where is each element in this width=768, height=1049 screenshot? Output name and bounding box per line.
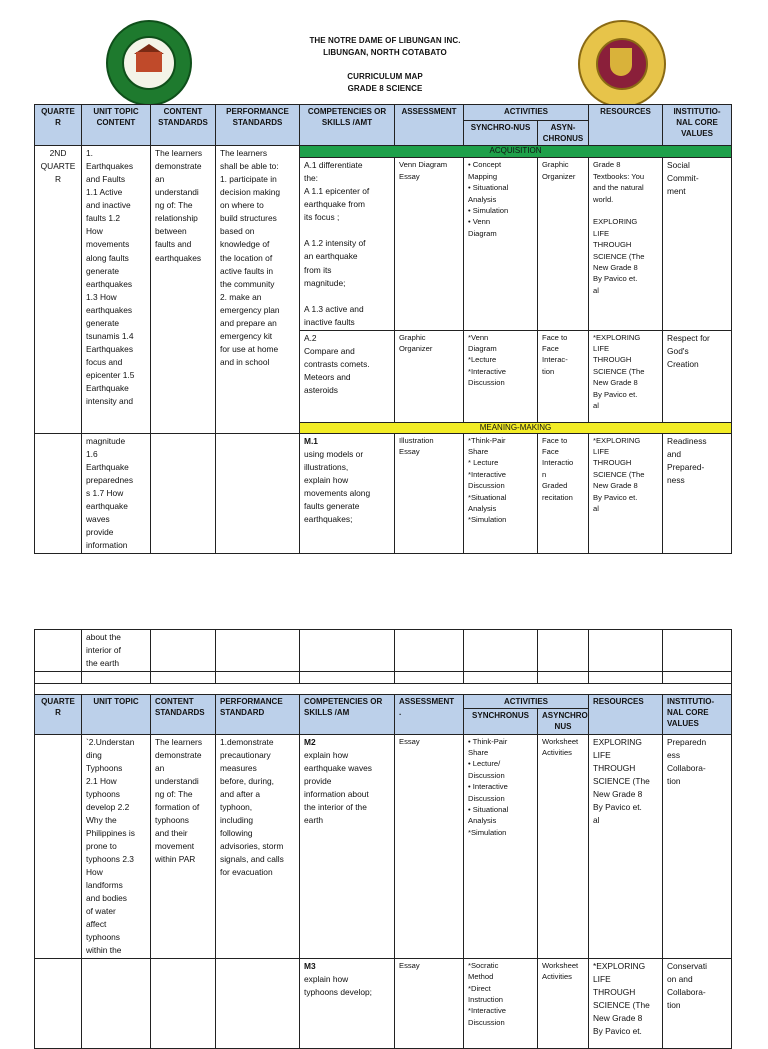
header-quarter: QUARTE R <box>35 105 82 146</box>
empty-cell <box>589 672 663 684</box>
empty-cell <box>464 630 538 672</box>
asynchronous-cell: Graphic Organizer <box>538 158 589 330</box>
content-standards-cell: The learners demonstrate an understandi ng of: The relationship between faults and earthquakes <box>151 146 216 433</box>
competency-text: using models or illustrations, explain how movements along faults generate earthquakes; <box>304 448 371 524</box>
asynchronous-cell: Worksheet Activities <box>538 734 589 958</box>
header-core-values: INSTITUTIO- NAL CORE VALUES <box>663 695 732 735</box>
header-competencies: COMPETENCIES OR SKILLS /AMT <box>300 105 395 146</box>
empty-cell <box>538 672 589 684</box>
assessment-cell: Illustration Essay <box>395 433 464 553</box>
resources-cell: EXPLORING LIFE THROUGH SCIENCE (The New Grade 8 By Pavico et. al <box>589 734 663 958</box>
meaning-making-bar: MEANING-MAKING <box>300 422 732 433</box>
table-row <box>35 734 732 958</box>
performance-standards-cell: The learners shall be able to: 1. participate in decision making on where to build structures based on knowledge of the location of active faults in the community 2. make an emergency plan and prepare an emergency kit for use at home and in school <box>216 146 300 433</box>
core-values-cell: Readiness and Prepared- ness <box>663 433 732 553</box>
header-assessment: ASSESSMENT . <box>395 695 464 735</box>
header-unit-topic: UNIT TOPIC <box>82 695 151 735</box>
competency-code: M3 <box>304 960 316 971</box>
header-performance-standard: PERFORMANCE STANDARD <box>216 695 300 735</box>
assessment-cell: Essay <box>395 958 464 1048</box>
empty-cell <box>82 958 151 1048</box>
empty-cell <box>300 630 395 672</box>
synchronous-cell: *Venn Diagram *Lecture *Interactive Discussion <box>464 330 538 422</box>
asynchronous-cell: Worksheet Activities <box>538 958 589 1048</box>
empty-cell <box>464 672 538 684</box>
empty-cell <box>216 958 300 1048</box>
header-activities: ACTIVITIES <box>464 695 589 709</box>
header-core-values: INSTITUTIO- NAL CORE VALUES <box>663 105 732 146</box>
empty-cell <box>300 672 395 684</box>
header-resources: RESOURCES <box>589 695 663 735</box>
core-values-cell: Preparedn ess Collabora- tion <box>663 734 732 958</box>
assessment-cell: Graphic Organizer <box>395 330 464 422</box>
table-row <box>35 958 732 1048</box>
empty-cell <box>395 672 464 684</box>
empty-cell <box>151 630 216 672</box>
empty-cell <box>216 672 300 684</box>
header-content-standards: CONTENT STANDARDS <box>151 105 216 146</box>
header-activities: ACTIVITIES <box>464 105 589 121</box>
empty-cell <box>82 672 151 684</box>
core-values-cell: Conservati on and Collabora- tion <box>663 958 732 1048</box>
header-competencies: COMPETENCIES OR SKILLS /AM <box>300 695 395 735</box>
competency-text: explain how earthquake waves provide information about the interior of the earth <box>304 749 372 825</box>
resources-cell: *EXPLORING LIFE THROUGH SCIENCE (The New Grade 8 By Pavico et. al <box>589 433 663 553</box>
curriculum-table-1 <box>34 104 732 554</box>
header-content-standards: CONTENT STANDARDS <box>151 695 216 735</box>
header-asynchronous: ASYNCHRO NUS <box>538 709 589 734</box>
unit-topic-cell: magnitude 1.6 Earthquake preparednes s 1.7 How earthquake waves provide information <box>82 433 151 553</box>
header-unit-topic: UNIT TOPIC CONTENT <box>82 105 151 146</box>
assessment-cell: Essay <box>395 734 464 958</box>
header-resources: RESOURCES <box>589 105 663 146</box>
school-seal-logo <box>106 20 192 106</box>
synchronous-cell: • Concept Mapping • Situational Analysis • Simulation • Venn Diagram <box>464 158 538 330</box>
asynchronous-cell: Face to Face Interac- tion <box>538 330 589 422</box>
header-asynchronous: ASYN- CHRONUS <box>538 121 589 146</box>
header-synchronous: SYNCHRO-NUS <box>464 121 538 146</box>
empty-cell <box>35 958 82 1048</box>
archdiocese-seal-logo <box>578 20 666 108</box>
synchronous-cell: • Think-Pair Share • Lecture/ Discussion • Interactive Discussion • Situational Analysis *Simulation <box>464 734 538 958</box>
competency-code: M.1 <box>304 435 318 446</box>
unit-topic-continuation: about the interior of the earth <box>82 630 151 672</box>
document-title: CURRICULUM MAP <box>347 72 423 81</box>
grade-label: GRADE 8 SCIENCE <box>347 84 423 93</box>
empty-cell <box>151 672 216 684</box>
empty-cell <box>35 672 82 684</box>
empty-cell <box>216 433 300 553</box>
competency-cell <box>300 958 395 1048</box>
empty-cell <box>538 630 589 672</box>
competency-cell: A.2 Compare and contrasts comets. Meteors and asteroids <box>300 330 395 422</box>
empty-cell <box>35 734 82 958</box>
header-assessment: ASSESSMENT <box>395 105 464 146</box>
core-values-cell: Social Commit- ment <box>663 158 732 330</box>
empty-cell <box>663 672 732 684</box>
competency-cell <box>300 734 395 958</box>
asynchronous-cell: Face to Face Interactio n Graded recitation <box>538 433 589 553</box>
table-row <box>35 433 732 553</box>
school-location: LIBUNGAN, NORTH COTABATO <box>323 48 447 57</box>
performance-standards-cell: 1.demonstrate precautionary measures before, during, and after a typhoon, including following advisories, storm signals, and calls for evacuation <box>216 734 300 958</box>
table-row <box>35 672 732 684</box>
competency-code: M2 <box>304 736 316 747</box>
empty-cell <box>35 630 82 672</box>
empty-cell <box>663 630 732 672</box>
empty-cell <box>589 630 663 672</box>
acquisition-bar: ACQUISITION <box>300 146 732 158</box>
resources-cell: *EXPLORING LIFE THROUGH SCIENCE (The New Grade 8 By Pavico et. <box>589 958 663 1048</box>
competency-text: explain how typhoons develop; <box>304 973 372 997</box>
empty-cell <box>35 433 82 553</box>
empty-cell <box>151 433 216 553</box>
header-quarter: QUARTE R <box>35 695 82 735</box>
table-row <box>35 630 732 672</box>
resources-cell: Grade 8 Textbooks: You and the natural world. EXPLORING LIFE THROUGH SCIENCE (The New Grade 8 By Pavico et. al <box>589 158 663 330</box>
curriculum-table-2 <box>34 629 732 1049</box>
assessment-cell: Venn Diagram Essay <box>395 158 464 330</box>
synchronous-cell: *Socratic Method *Direct Instruction *Interactive Discussion <box>464 958 538 1048</box>
resources-cell: *EXPLORING LIFE THROUGH SCIENCE (The New Grade 8 By Pavico et. al <box>589 330 663 422</box>
school-name: THE NOTRE DAME OF LIBUNGAN INC. <box>309 36 461 45</box>
header-performance-standards: PERFORMANCE STANDARDS <box>216 105 300 146</box>
spacer-row <box>35 684 732 695</box>
empty-cell <box>395 630 464 672</box>
header-synchronous: SYNCHRONUS <box>464 709 538 734</box>
unit-topic-cell: 1. Earthquakes and Faults 1.1 Active and inactive faults 1.2 How movements along faults generate earthquakes 1.3 How earthquakes generate tsunamis 1.4 Earthquakes focus and epicenter 1.5 Earthquake intensity and <box>82 146 151 433</box>
competency-cell <box>300 433 395 553</box>
competency-cell: A.1 differentiate the: A 1.1 epicenter of earthquake from its focus ; A 1.2 intensity of an earthquake from its magnitude; A 1.3 active and inactive faults <box>300 158 395 330</box>
synchronous-cell: *Think-Pair Share * Lecture *Interactive Discussion *Situational Analysis *Simulation <box>464 433 538 553</box>
empty-cell <box>151 958 216 1048</box>
core-values-cell: Respect for God's Creation <box>663 330 732 422</box>
content-standards-cell: The learners demonstrate an understandi ng of: The formation of typhoons and their movement within PAR <box>151 734 216 958</box>
quarter-cell: 2ND QUARTE R <box>35 146 82 433</box>
empty-cell <box>216 630 300 672</box>
unit-topic-cell: `2.Understan ding Typhoons 2.1 How typhoons develop 2.2 Why the Philippines is prone to typhoons 2.3 How landforms and bodies of water affect typhoons within the <box>82 734 151 958</box>
